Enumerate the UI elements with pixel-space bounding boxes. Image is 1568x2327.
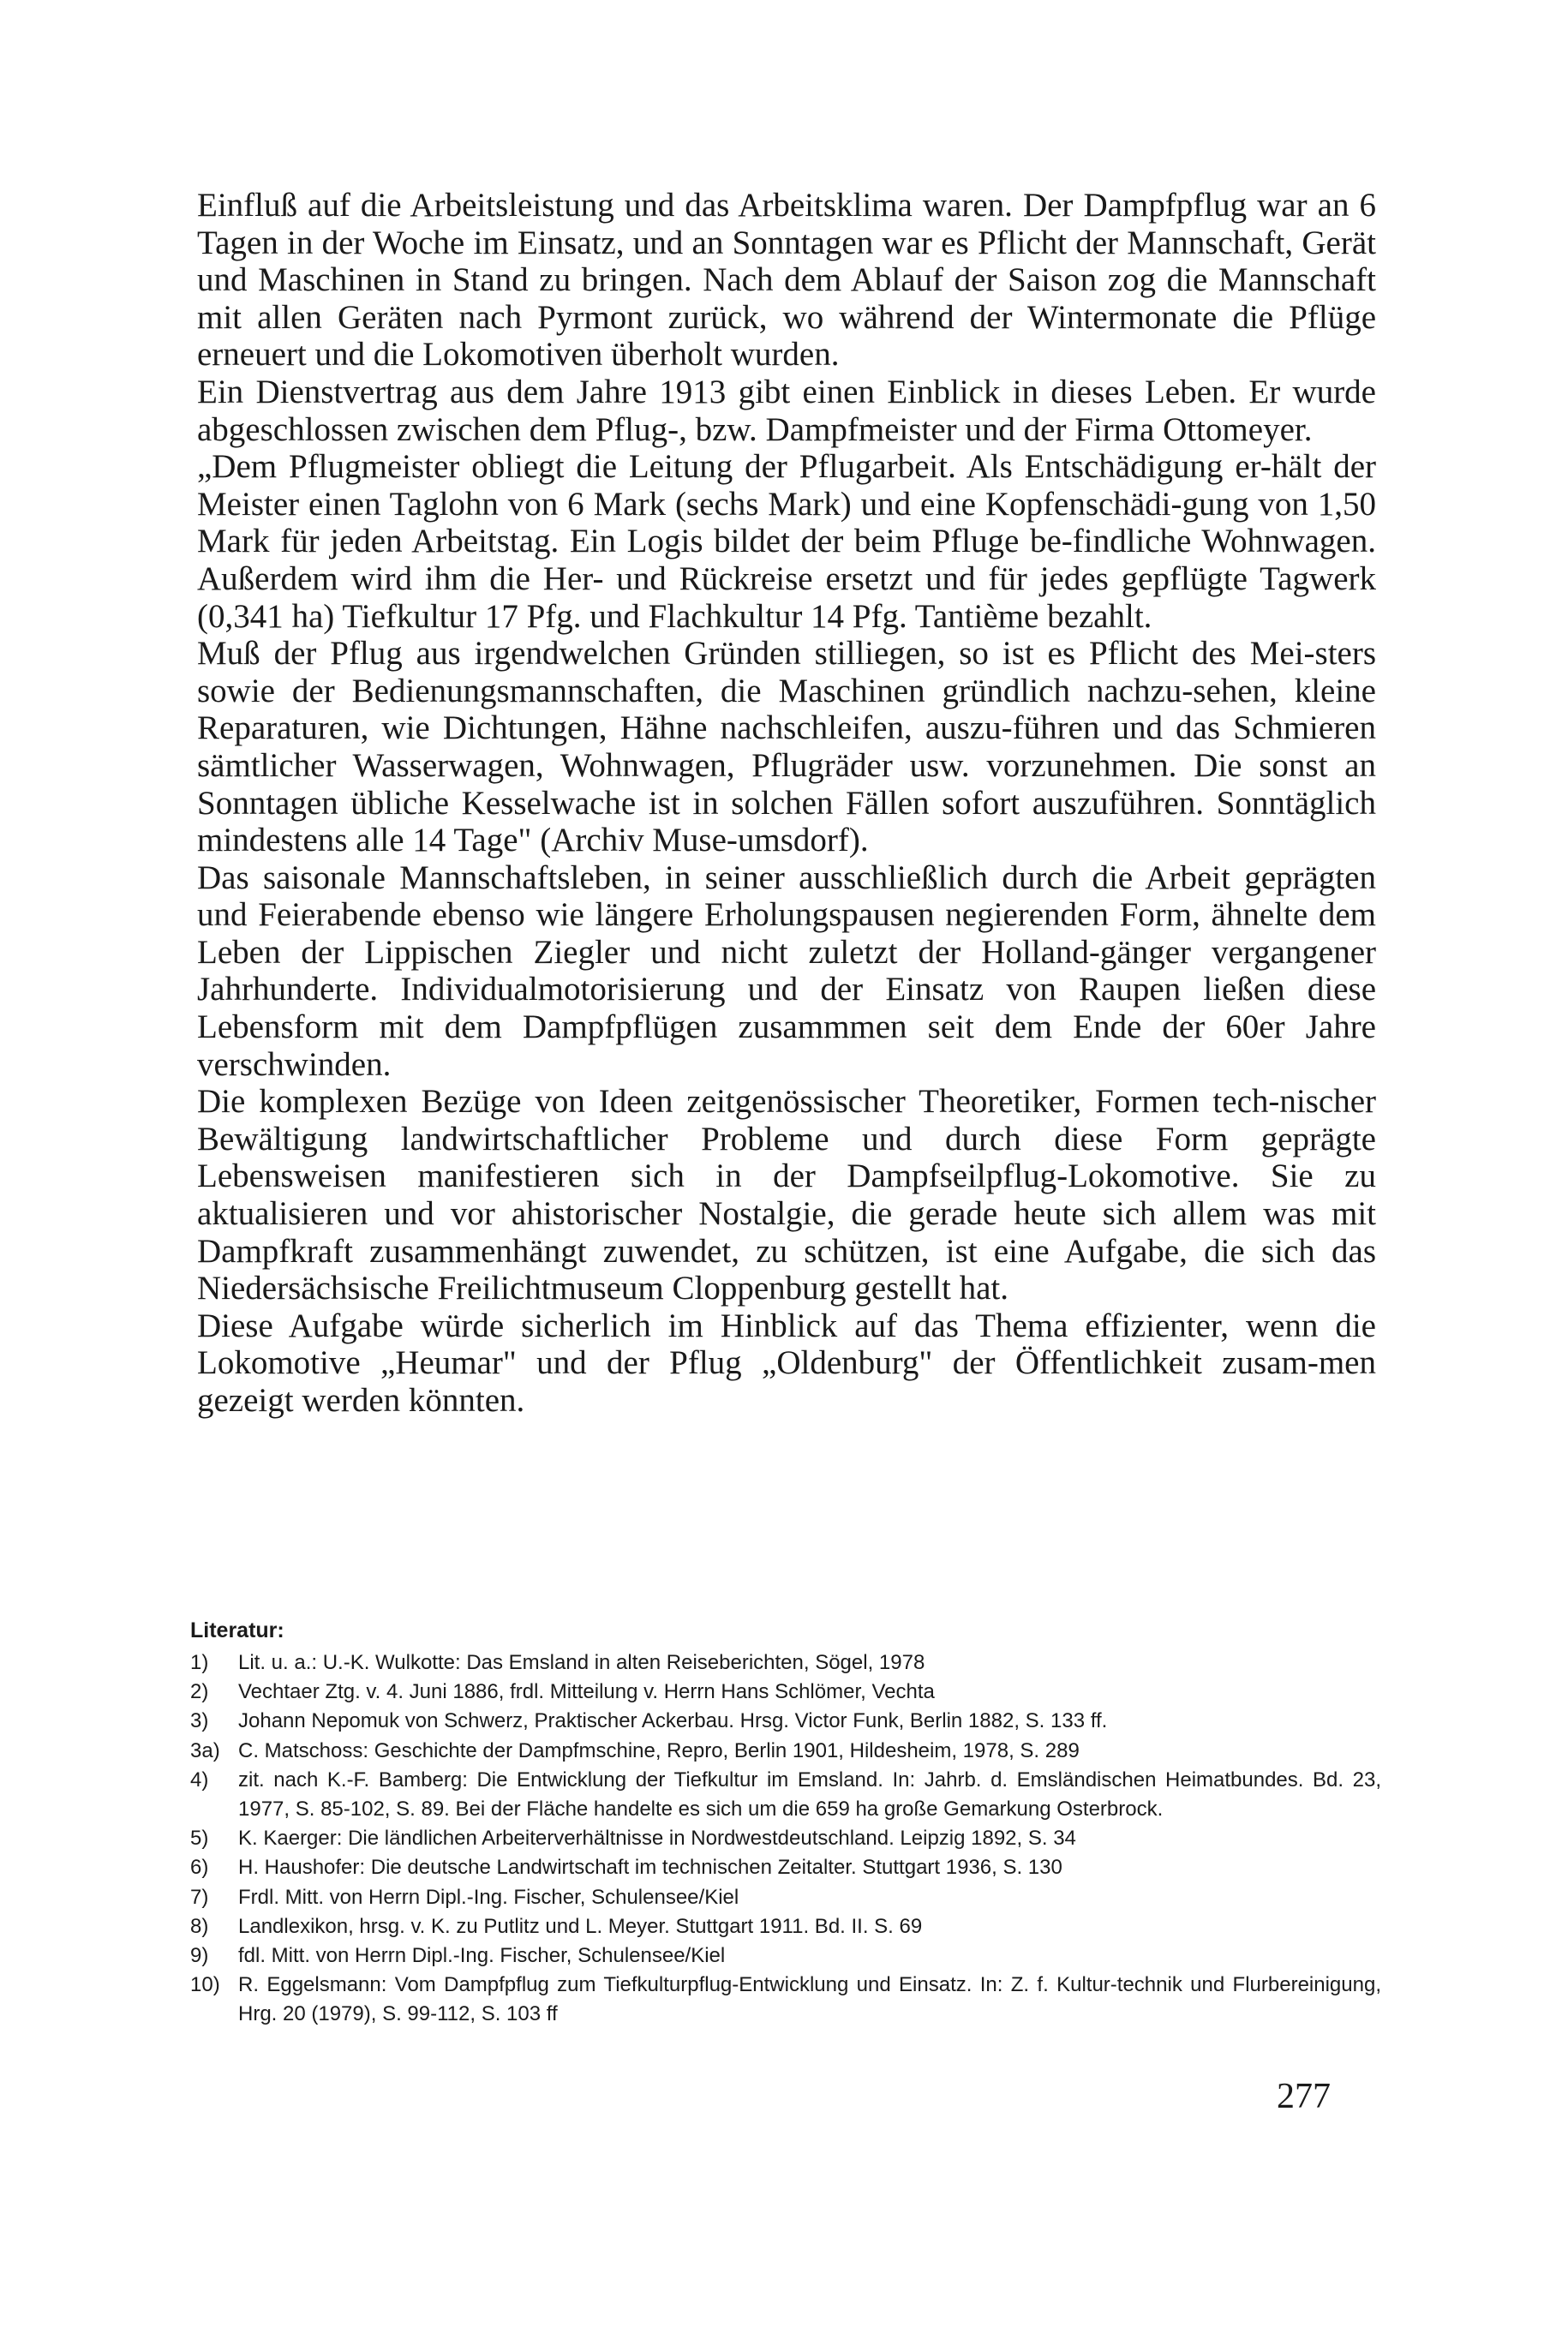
- literature-item: [190, 1766, 1381, 1824]
- literature-text: Johann Nepomuk von Schwerz, Praktischer Ackerbau. Hrsg. Victor Funk, Berlin 1882, S. 133 ff.: [238, 1709, 1108, 1733]
- literature-number: 8): [190, 1914, 209, 1938]
- literature-text: fdl. Mitt. von Herrn Dipl.-Ing. Fischer, Schulensee/Kiel: [238, 1944, 726, 1968]
- literature-item: [190, 1912, 1381, 1941]
- literature-item: [190, 1678, 1381, 1707]
- literature-number: 3a): [190, 1738, 220, 1762]
- paragraph-3: „Dem Pflugmeister obliegt die Leitung der Pflugarbeit. Als Entschädigung er-hält der Meister einen Taglohn von 6 Mark (sechs Mark) und eine Kopfenschädi-gung von 1,50 Mark für jeden Arbeitstag. Ein Logis bildet der beim Pfluge be-findliche Wohnwagen. Außerdem wird ihm die Her- und Rückreise ersetzt und für jedes gepflügte Tagwerk (0,341 ha) Tiefkultur 17 Pfg. und Flachkultur 14 Pfg. Tantième bezahlt.: [197, 448, 1376, 635]
- literature-item: [190, 1971, 1381, 2029]
- literature-list: [190, 1648, 1381, 2030]
- literature-text: Lit. u. a.: U.-K. Wulkotte: Das Emsland in alten Reiseberichten, Sögel, 1978: [238, 1651, 925, 1674]
- literature-number: 5): [190, 1827, 209, 1851]
- literature-text: K. Kaerger: Die ländlichen Arbeiterverhältnisse in Nordwestdeutschland. Leipzig 1892, S. 34: [238, 1827, 1076, 1851]
- paragraph-7: Diese Aufgabe würde sicherlich im Hinblick auf das Thema effizienter, wenn die Lokomotive „Heumar" und der Pflug „Oldenburg" der Öffentlichkeit zusam-men gezeigt werden könnten.: [197, 1307, 1376, 1419]
- literature-number: 10): [190, 1973, 220, 1997]
- paragraph-4: Muß der Pflug aus irgendwelchen Gründen stilliegen, so ist es Pflicht des Mei-sters sowie der Bedienungsmannschaften, die Maschinen gründlich nachzu-sehen, kleine Reparaturen, wie Dichtungen, Hähne nachschleifen, auszu-führen und das Schmieren sämtlicher Wasserwagen, Wohnwagen, Pflugräder usw. vorzunehmen. Die sonst an Sonntagen übliche Kesselwache ist in solchen Fällen sofort auszuführen. Sonntäglich mindestens alle 14 Tage" (Archiv Muse-umsdorf).: [197, 635, 1376, 859]
- literature-text: Frdl. Mitt. von Herrn Dipl.-Ing. Fischer, Schulensee/Kiel: [238, 1885, 739, 1909]
- literature-text: Vechtaer Ztg. v. 4. Juni 1886, frdl. Mitteilung v. Herrn Hans Schlömer, Vechta: [238, 1680, 935, 1704]
- literature-item: [190, 1707, 1381, 1736]
- paragraph-1: Einfluß auf die Arbeitsleistung und das Arbeitsklima waren. Der Dampfpflug war an 6 Tagen in der Woche im Einsatz, und an Sonntagen war es Pflicht der Mannschaft, Gerät und Maschinen in Stand zu bringen. Nach dem Ablauf der Saison zog die Mannschaft mit allen Geräten nach Pyrmont zurück, wo während der Wintermonate die Pflüge erneuert und die Lokomotiven überholt wurden.: [197, 187, 1376, 374]
- page-body: [197, 187, 1376, 1420]
- literature-number: 9): [190, 1944, 209, 1968]
- literature-item: [190, 1824, 1381, 1853]
- paragraph-6: Die komplexen Bezüge von Ideen zeitgenössischer Theoretiker, Formen tech-nischer Bewältigung landwirtschaftlicher Probleme und durch diese Form geprägte Lebensweisen manifestieren sich in der Dampfseilpflug-Lokomotive. Sie zu aktualisieren und vor ahistorischer Nostalgie, die gerade heute sich allem was mit Dampfkraft zusammenhängt zuwendet, zu schützen, ist eine Aufgabe, die sich das Niedersächsische Freilichtmuseum Cloppenburg gestellt hat.: [197, 1083, 1376, 1307]
- literature-heading: Literatur:: [190, 1618, 284, 1642]
- paragraph-2: Ein Dienstvertrag aus dem Jahre 1913 gibt einen Einblick in dieses Leben. Er wurde abgeschlossen zwischen dem Pflug-, bzw. Dampfmeister und der Firma Ottomeyer.: [197, 373, 1376, 448]
- literature-item: [190, 1648, 1381, 1678]
- literature-text: C. Matschoss: Geschichte der Dampfmschine, Repro, Berlin 1901, Hildesheim, 1978, S. 289: [238, 1738, 1080, 1762]
- literature-number: 2): [190, 1680, 209, 1704]
- literature-number: 1): [190, 1651, 209, 1674]
- literature-item: [190, 1941, 1381, 1971]
- literature-text: zit. nach K.-F. Bamberg: Die Entwicklung der Tiefkultur im Emsland. In: Jahrb. d. Emsländischen Heimatbundes. Bd. 23, 1977, S. 85-102, S. 89. Bei der Fläche handelte es sich um die 659 ha große Gemarkung Osterbrock.: [238, 1768, 1381, 1822]
- literature-text: R. Eggelsmann: Vom Dampfpflug zum Tiefkulturpflug-Entwicklung und Einsatz. In: Z. f. Kultur-technik und Flurbereinigung, Hrg. 20 (1979), S. 99-112, S. 103 ff: [238, 1973, 1381, 2026]
- literature-number: 4): [190, 1768, 209, 1792]
- literature-text: H. Haushofer: Die deutsche Landwirtschaft im technischen Zeitalter. Stuttgart 1936, S. 130: [238, 1856, 1062, 1880]
- literature-section: [190, 1616, 1381, 2030]
- literature-item: [190, 1853, 1381, 1882]
- page-number: 277: [1277, 2077, 1331, 2116]
- paragraph-5: Das saisonale Mannschaftsleben, in seiner ausschließlich durch die Arbeit geprägten und Feierabende ebenso wie längere Erholungspausen negierenden Form, ähnelte dem Leben der Lippischen Ziegler und nicht zuletzt der Holland-gänger vergangener Jahrhunderte. Individualmotorisierung und der Einsatz von Raupen ließen diese Lebensform mit dem Dampfpflügen zusammmen seit dem Ende der 60er Jahre verschwinden.: [197, 858, 1376, 1083]
- literature-number: 6): [190, 1856, 209, 1880]
- literature-item: [190, 1883, 1381, 1912]
- literature-number: 3): [190, 1709, 209, 1733]
- literature-item: [190, 1737, 1381, 1766]
- literature-number: 7): [190, 1885, 209, 1909]
- literature-text: Landlexikon, hrsg. v. K. zu Putlitz und L. Meyer. Stuttgart 1911. Bd. II. S. 69: [238, 1914, 923, 1938]
- body-text: [197, 187, 1376, 1420]
